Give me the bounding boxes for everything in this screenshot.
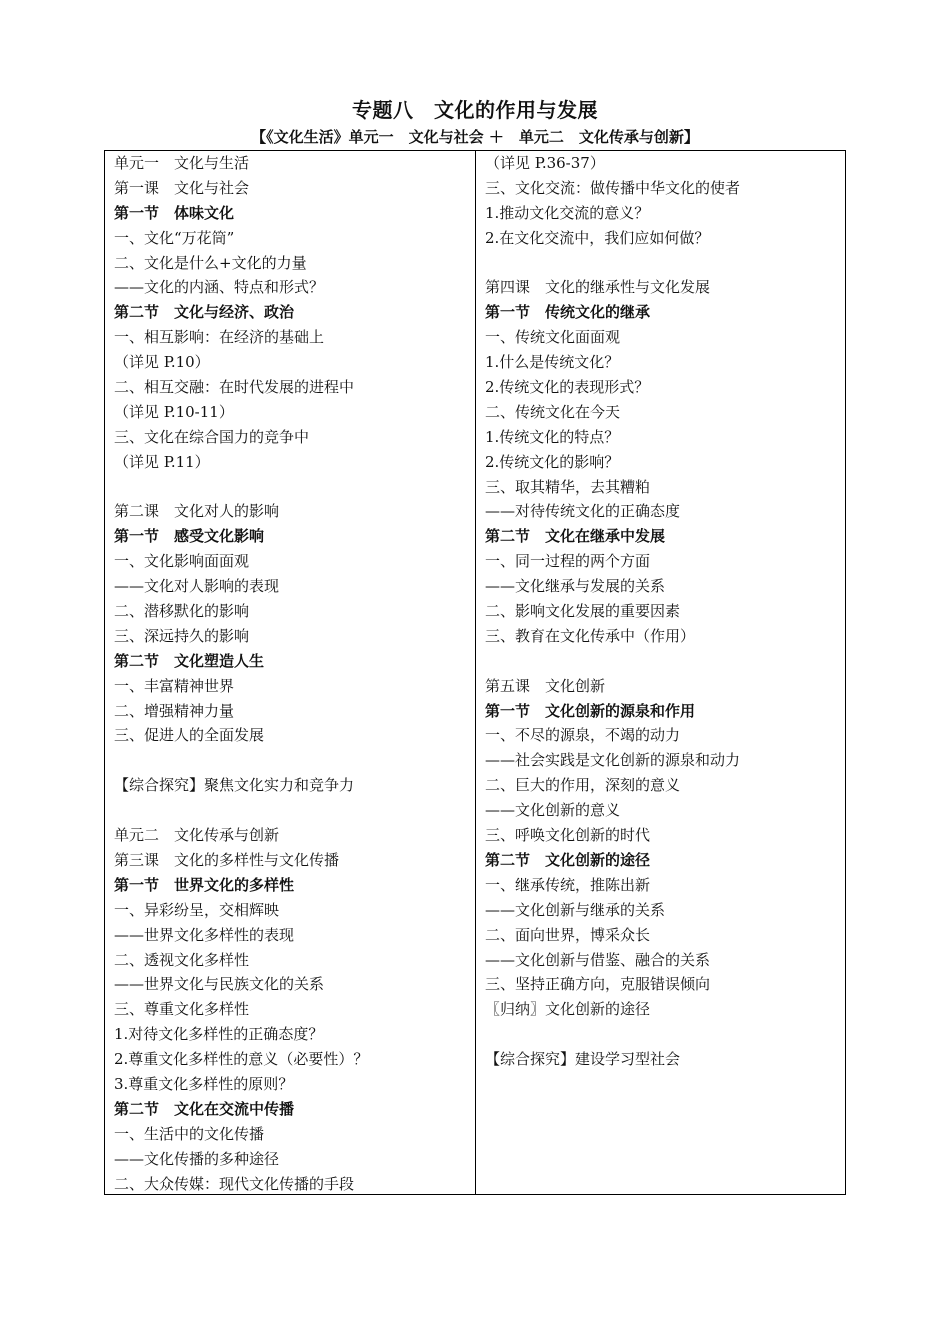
outline-line: 1.什么是传统文化？ xyxy=(485,353,620,372)
outline-line: 二、透视文化多样性 xyxy=(114,950,250,969)
outline-table xyxy=(104,150,846,1195)
outline-line: 一、丰富精神世界 xyxy=(114,676,235,695)
page-title: 专题八 文化的作用与发展 xyxy=(352,98,598,122)
outline-line: ——世界文化与民族文化的关系 xyxy=(114,975,325,994)
outline-line: ——世界文化多样性的表现 xyxy=(114,925,295,944)
outline-line: ——文化创新与继承的关系 xyxy=(485,900,666,919)
outline-line: ——文化创新与借鉴、融合的关系 xyxy=(485,950,711,969)
outline-line: 2.尊重文化多样性的意义（必要性）？ xyxy=(114,1050,369,1069)
outline-line: 1.对待文化多样性的正确态度？ xyxy=(114,1025,324,1044)
outline-line: 【综合探究】建设学习型社会 xyxy=(485,1050,681,1069)
section-heading: 第一节 感受文化影响 xyxy=(114,527,265,546)
outline-line: 2.传统文化的影响？ xyxy=(485,452,620,471)
outline-line: 2.在文化交流中，我们应如何做？ xyxy=(485,228,710,247)
outline-line: ——社会实践是文化创新的源泉和动力 xyxy=(485,751,741,770)
outline-line: 三、呼唤文化创新的时代 xyxy=(485,826,651,845)
outline-line: 1.传统文化的特点？ xyxy=(485,427,620,446)
outline-line xyxy=(114,798,475,823)
outline-line xyxy=(485,649,845,674)
section-heading: 第二节 文化创新的途径 xyxy=(485,850,651,869)
outline-line xyxy=(485,1022,845,1047)
outline-line: ——文化创新的意义 xyxy=(485,801,621,820)
outline-line: 二、面向世界，博采众长 xyxy=(485,925,651,944)
outline-line: 【综合探究】聚焦文化实力和竞争力 xyxy=(114,776,355,795)
outline-line: 三、文化交流：做传播中华文化的使者 xyxy=(485,178,741,197)
outline-line: 三、教育在文化传承中（作用） xyxy=(485,626,696,645)
outline-line xyxy=(485,251,845,276)
outline-line: 一、继承传统，推陈出新 xyxy=(485,875,651,894)
outline-line: 三、尊重文化多样性 xyxy=(114,1000,250,1019)
outline-line: 一、相互影响：在经济的基础上 xyxy=(114,328,325,347)
outline-line: ——文化传播的多种途径 xyxy=(114,1149,280,1168)
outline-line: ——文化对人影响的表现 xyxy=(114,577,280,596)
outline-line: 二、影响文化发展的重要因素 xyxy=(485,602,681,621)
outline-line: 三、文化在综合国力的竞争中 xyxy=(114,427,310,446)
right-column xyxy=(476,151,845,1194)
left-column xyxy=(105,151,476,1194)
outline-line: 单元一 文化与生活 xyxy=(114,154,250,172)
section-heading: 第二节 文化在继承中发展 xyxy=(485,527,666,546)
outline-line: 第三课 文化的多样性与文化传播 xyxy=(114,850,340,869)
section-heading: 第一节 世界文化的多样性 xyxy=(114,875,295,894)
section-heading: 第一节 体味文化 xyxy=(114,203,235,222)
outline-line: 第四课 文化的继承性与文化发展 xyxy=(485,278,711,297)
section-heading: 第二节 文化在交流中传播 xyxy=(114,1099,295,1118)
outline-line: 第五课 文化创新 xyxy=(485,676,606,695)
section-heading: 第一节 传统文化的继承 xyxy=(485,303,651,322)
outline-line: 二、巨大的作用，深刻的意义 xyxy=(485,776,681,795)
outline-line: （详见 P.36-37） xyxy=(485,154,605,172)
outline-line: 1.推动文化交流的意义？ xyxy=(485,203,650,222)
outline-line: （详见 P.10） xyxy=(114,353,210,372)
section-heading: 第二节 文化与经济、政治 xyxy=(114,303,295,322)
outline-line: （详见 P.10-11） xyxy=(114,402,234,421)
outline-line: 一、不尽的源泉，不竭的动力 xyxy=(485,726,681,745)
outline-line: 一、同一过程的两个方面 xyxy=(485,552,651,571)
outline-line xyxy=(114,748,475,773)
outline-line: 三、深远持久的影响 xyxy=(114,626,250,645)
outline-line: 二、传统文化在今天 xyxy=(485,402,621,421)
outline-line: 二、文化是什么+文化的力量 xyxy=(114,253,307,272)
section-heading: 第二节 文化塑造人生 xyxy=(114,651,265,670)
outline-line: 三、取其精华，去其糟粕 xyxy=(485,477,651,496)
outline-line: 3.尊重文化多样性的原则？ xyxy=(114,1074,294,1093)
outline-line: ——文化的内涵、特点和形式？ xyxy=(114,278,325,297)
outline-line: 第二课 文化对人的影响 xyxy=(114,502,280,521)
outline-line: 一、生活中的文化传播 xyxy=(114,1124,265,1143)
outline-line: 一、文化影响面面观 xyxy=(114,552,250,571)
outline-line: 2.传统文化的表现形式？ xyxy=(485,378,650,397)
outline-line: ——文化继承与发展的关系 xyxy=(485,577,666,596)
outline-line: 一、文化“万花筒” xyxy=(114,228,235,247)
outline-line: 单元二 文化传承与创新 xyxy=(114,826,280,845)
outline-line: 一、异彩纷呈，交相辉映 xyxy=(114,900,280,919)
outline-line: 一、传统文化面面观 xyxy=(485,328,621,347)
outline-line xyxy=(114,475,475,500)
outline-line: 二、大众传媒：现代文化传播的手段 xyxy=(114,1174,355,1193)
page-subtitle: 【《文化生活》单元一 文化与社会 ＋ 单元二 文化传承与创新】 xyxy=(251,128,699,146)
outline-line: 二、潜移默化的影响 xyxy=(114,602,250,621)
outline-line: 二、相互交融：在时代发展的进程中 xyxy=(114,378,355,397)
outline-line: 三、坚持正确方向，克服错误倾向 xyxy=(485,975,711,994)
section-heading: 第一节 文化创新的源泉和作用 xyxy=(485,701,696,720)
outline-line: 三、促进人的全面发展 xyxy=(114,726,265,745)
outline-line: （详见 P.11） xyxy=(114,452,210,471)
outline-line: ——对待传统文化的正确态度 xyxy=(485,502,681,521)
outline-line: 〖归纳〗文化创新的途径 xyxy=(485,1000,651,1019)
outline-line: 二、增强精神力量 xyxy=(114,701,235,720)
outline-line: 第一课 文化与社会 xyxy=(114,178,250,197)
